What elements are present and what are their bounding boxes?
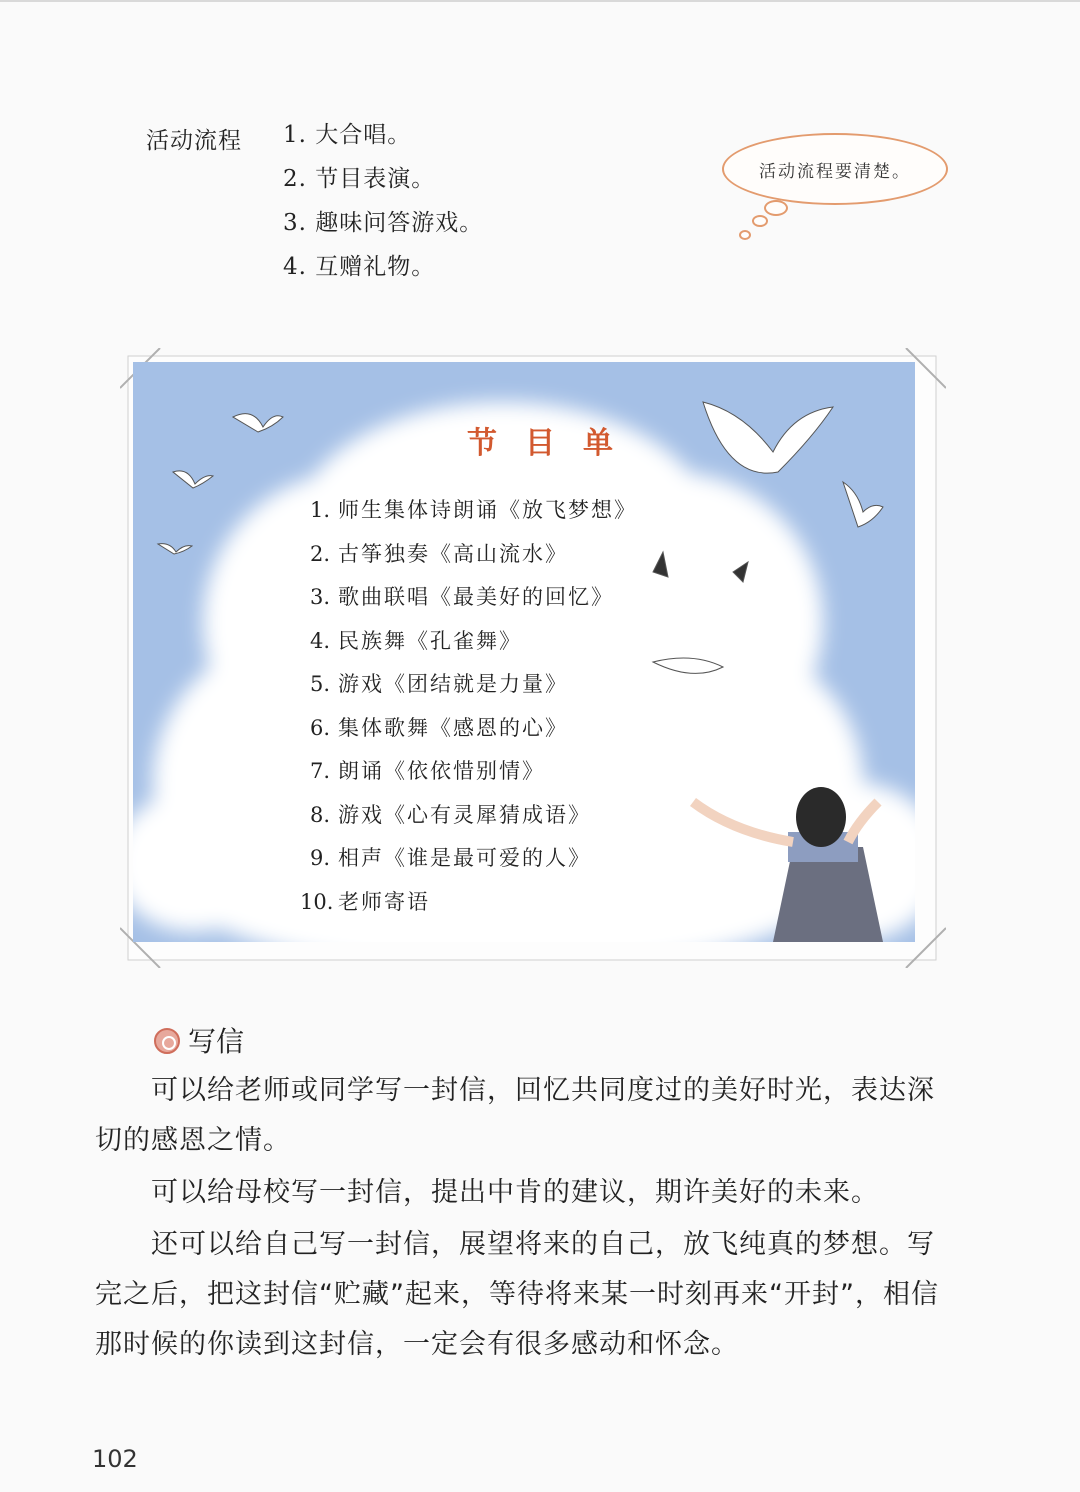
program-list (300, 490, 637, 925)
program-item (300, 882, 637, 926)
program-item-text: 相声《谁是最可爱的人》 (338, 846, 591, 870)
program-item (300, 838, 637, 882)
program-item-text: 集体歌舞《感恩的心》 (338, 715, 568, 740)
program-item-number: 1. (309, 498, 330, 522)
program-item-number: 6. (309, 715, 330, 740)
program-item-number: 7. (309, 759, 330, 783)
program-item (300, 621, 637, 665)
program-item-text: 游戏《心有灵犀猜成语》 (338, 802, 591, 827)
program-item-number: 8. (309, 802, 330, 827)
program-item-number: 3. (309, 585, 330, 609)
program-title: 节目单 (467, 426, 641, 461)
program-item-text: 师生集体诗朗诵《放飞梦想》 (338, 498, 637, 522)
paragraph: 可以给老师或同学写一封信，回忆共同度过的美好时光，表达深切的感恩之情。 (95, 1075, 935, 1156)
flow-item: 4. 互赠礼物。 (283, 254, 436, 280)
program-item-number: 5. (309, 672, 330, 696)
program-item-text: 歌曲联唱《最美好的回忆》 (338, 585, 614, 609)
paragraph: 还可以给自己写一封信，展望将来的自己，放飞纯真的梦想。写完之后，把这封信“贮藏”起来，等待将来某一时刻再来“开封”，相信那时候的你读到这封信，一定会有很多感动和怀念。 (95, 1229, 939, 1360)
program-item (300, 664, 637, 708)
flow-item: 1. 大合唱。 (283, 122, 412, 148)
flow-item: 3. 趣味问答游戏。 (283, 210, 484, 236)
bubble-dot (752, 215, 768, 227)
flow-item: 2. 节目表演。 (283, 166, 436, 192)
paragraph: 可以给母校写一封信，提出中肯的建议，期许美好的未来。 (151, 1177, 879, 1208)
program-item-number: 2. (309, 541, 330, 566)
program-item-text: 老师寄语 (338, 889, 430, 914)
section-title: 写信 (188, 1025, 245, 1058)
program-item (300, 795, 637, 839)
page-number: 102 (92, 1445, 138, 1473)
program-item (300, 490, 637, 534)
program-item-text: 古筝独奏《高山流水》 (338, 541, 568, 566)
program-item-number: 9. (309, 846, 330, 870)
program-item (300, 577, 637, 621)
program-item-number: 10. (300, 889, 334, 914)
bubble-dot (764, 200, 788, 216)
program-item (300, 708, 637, 752)
program-item-text: 游戏《团结就是力量》 (338, 672, 568, 696)
flow-label: 活动流程 (146, 128, 242, 154)
bubble-dot (739, 230, 751, 240)
program-item-text: 民族舞《孔雀舞》 (338, 628, 522, 653)
thought-bubble: 活动流程要清楚。 (722, 133, 948, 205)
flow-list (283, 120, 483, 296)
section-icon (154, 1028, 180, 1054)
program-item-number: 4. (309, 628, 330, 653)
program-item (300, 751, 637, 795)
program-item (300, 534, 637, 578)
program-item-text: 朗诵《依依惜别情》 (338, 759, 545, 783)
